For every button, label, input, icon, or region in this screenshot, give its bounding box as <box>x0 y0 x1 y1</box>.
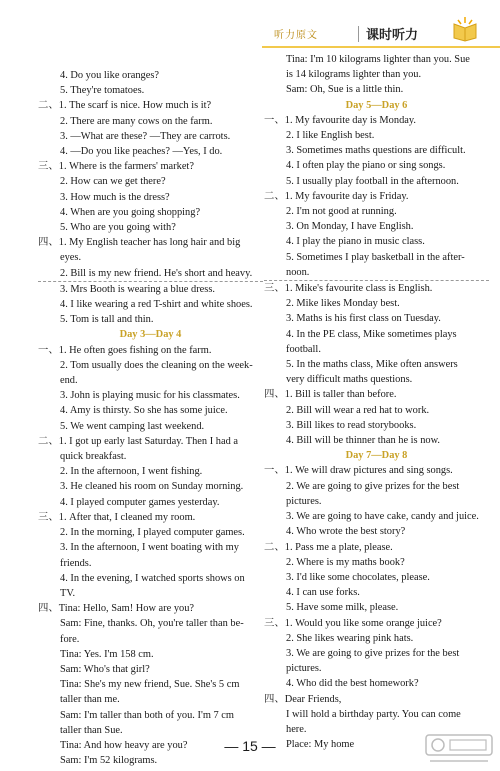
right-column <box>264 52 489 752</box>
text-line: 三、1. Would you like some orange juice? <box>264 617 442 629</box>
text-line: Sam: Who's that girl? <box>60 663 150 675</box>
text-line: Tina: I'm 10 kilograms lighter than you. Sue <box>286 54 470 65</box>
text-line: 3. —What are these? —They are carrots. <box>60 130 231 142</box>
text-line: 三、1. Mike's favourite class is English. <box>264 283 433 295</box>
text-line: pictures. <box>286 663 322 675</box>
text-line: 3. How much is the dress? <box>60 191 170 203</box>
text-line: 5. They're tomatoes. <box>60 85 145 97</box>
text-line: 2. How can we get there? <box>60 176 166 188</box>
text-line: 4. —Do you like peaches? —Yes, I do. <box>60 146 223 158</box>
text-line: Place: My home <box>286 739 355 751</box>
text-line: 3. John is playing music for his classmates. <box>60 390 240 402</box>
text-line: 2. I'm not good at running. <box>286 206 397 218</box>
text-line: 3. Maths is his first class on Tuesday. <box>286 313 441 325</box>
text-line: 5. I usually play football in the afternoon. <box>286 175 459 187</box>
text-line: noon. <box>264 265 489 281</box>
text-line: 三、1. Where is the farmers' market? <box>38 161 194 173</box>
text-line: 2. I like English best. <box>286 130 375 142</box>
header-separator <box>358 26 359 42</box>
text-line: 4. Who did the best homework? <box>286 678 419 690</box>
text-line: 2. Bill is my new friend. He's short and heavy. <box>38 266 263 282</box>
text-line: Sam: Oh, Sue is a little thin. <box>286 84 404 96</box>
text-line: Tina: And how heavy are you? <box>60 739 188 751</box>
text-line: pictures. <box>286 495 322 507</box>
text-line: 2. Tom usually does the cleaning on the week- <box>60 359 253 371</box>
section-heading: Day 7—Day 8 <box>345 450 408 462</box>
text-line: Sam: I'm taller than both of you. I'm 7 cm <box>60 709 235 721</box>
text-line: 3. We are going to give prizes for the best <box>286 647 460 659</box>
text-line: Tina: Yes. I'm 158 cm. <box>60 648 154 660</box>
text-line: football. <box>286 343 321 355</box>
header-title: 课时听力 <box>366 28 419 43</box>
watermark-logo-icon <box>424 733 494 767</box>
text-line: 4. I can use forks. <box>286 587 360 599</box>
text-line: 4. In the PE class, Mike sometimes plays <box>286 328 457 340</box>
text-line: 5. We went camping last weekend. <box>60 420 205 432</box>
text-line: 4. Who wrote the best story? <box>286 526 406 538</box>
header-tab: 听力原文 <box>274 30 318 41</box>
text-line: 4. When are you going shopping? <box>60 206 201 218</box>
text-line: 4. Bill will be thinner than he is now. <box>286 435 441 447</box>
left-column <box>38 68 263 768</box>
text-line: 2. Where is my maths book? <box>286 556 405 568</box>
text-line: fore. <box>60 633 80 645</box>
text-line: taller than me. <box>60 694 120 706</box>
text-line: 2. In the afternoon, I went fishing. <box>60 466 203 478</box>
text-line: 4. I played computer games yesterday. <box>60 496 220 508</box>
text-line: 四、1. My English teacher has long hair and big <box>38 237 241 249</box>
text-line: here. <box>286 723 307 735</box>
text-line: 3. We are going to have cake, candy and juice. <box>286 511 479 523</box>
text-line: 5. Have some milk, please. <box>286 602 399 614</box>
text-line: 二、1. The scarf is nice. How much is it? <box>38 100 212 112</box>
text-line: 2. Bill will wear a red hat to work. <box>286 404 430 416</box>
text-line: 二、1. Pass me a plate, please. <box>264 541 393 553</box>
page-number: — 15 — <box>224 738 276 754</box>
text-line: 3. In the afternoon, I went boating with my <box>60 542 239 554</box>
text-line: 5. In the maths class, Mike often answers <box>286 359 458 371</box>
text-line: 3. Sometimes maths questions are difficult. <box>286 145 466 157</box>
text-line: is 14 kilograms lighter than you. <box>286 69 422 81</box>
header-underline <box>262 46 500 48</box>
text-line: 二、1. My favourite day is Friday. <box>264 190 409 202</box>
text-line: 二、1. I got up early last Saturday. Then I had a <box>38 435 238 447</box>
text-line: eyes. <box>60 252 82 264</box>
text-line: 三、1. After that, I cleaned my room. <box>38 511 196 523</box>
text-line: quick breakfast. <box>60 451 127 463</box>
text-line: 5. Tom is tall and thin. <box>60 314 154 326</box>
text-line: 3. Bill likes to read storybooks. <box>286 419 417 431</box>
text-line: 四、Dear Friends, <box>264 693 342 705</box>
text-line: 2. In the morning, I played computer games. <box>60 527 245 539</box>
text-line: 3. He cleaned his room on Sunday morning. <box>60 481 244 493</box>
text-line: 5. Who are you going with? <box>60 222 176 234</box>
text-line: 4. In the evening, I watched sports shows on <box>60 572 245 584</box>
text-line: 3. On Monday, I have English. <box>286 221 414 233</box>
page-header <box>262 20 500 48</box>
text-line: very difficult maths questions. <box>286 374 413 386</box>
text-line: 2. There are many cows on the farm. <box>60 115 213 127</box>
text-line: 4. I often play the piano or sing songs. <box>286 160 446 172</box>
section-heading: Day 3—Day 4 <box>119 329 182 341</box>
section-heading: Day 5—Day 6 <box>345 99 408 111</box>
text-line: 5. Sometimes I play basketball in the after- <box>286 251 465 263</box>
text-line: 一、1. My favourite day is Monday. <box>264 114 416 126</box>
text-line: friends. <box>60 557 92 569</box>
text-line: 3. I'd like some chocolates, please. <box>286 571 430 583</box>
text-line: 2. Mike likes Monday best. <box>286 298 400 310</box>
text-line: 2. She likes wearing pink hats. <box>286 632 414 644</box>
text-line: Sam: Fine, thanks. Oh, you're taller than be- <box>60 618 244 630</box>
open-book-icon <box>452 16 478 42</box>
text-line: Sam: I'm 52 kilograms. <box>60 755 158 767</box>
text-line: 4. Do you like oranges? <box>60 70 159 81</box>
text-line: 一、1. We will draw pictures and sing songs. <box>264 465 453 477</box>
text-line: 四、1. Bill is taller than before. <box>264 389 397 401</box>
text-line: 4. I play the piano in music class. <box>286 236 425 248</box>
text-line: I will hold a birthday party. You can come <box>286 708 461 720</box>
text-line: taller than Sue. <box>60 724 123 736</box>
text-line: Tina: She's my new friend, Sue. She's 5 cm <box>60 679 240 691</box>
text-line: 4. Amy is thirsty. So she has some juice. <box>60 405 228 417</box>
text-line: 四、Tina: Hello, Sam! How are you? <box>38 603 195 615</box>
text-line: 一、1. He often goes fishing on the farm. <box>38 344 212 356</box>
text-line: 2. We are going to give prizes for the best <box>286 480 460 492</box>
text-line: 3. Mrs Booth is wearing a blue dress. <box>60 283 215 295</box>
text-line: TV. <box>60 587 76 599</box>
text-line: end. <box>60 375 78 387</box>
text-line: 4. I like wearing a red T-shirt and white shoes. <box>60 299 253 311</box>
